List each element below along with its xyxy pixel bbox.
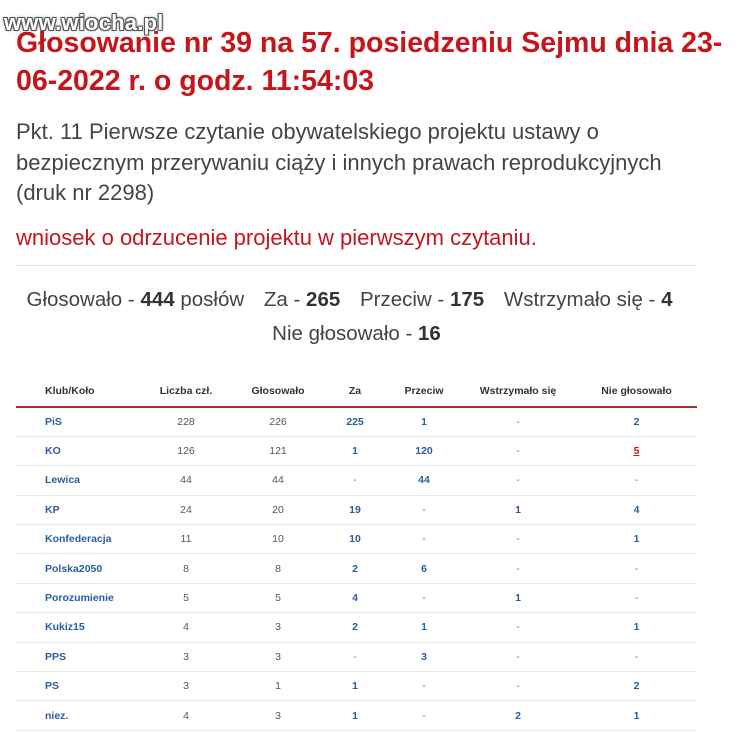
club-cell[interactable]: niez. [16, 701, 138, 730]
table-row [16, 436, 697, 465]
against-cell[interactable]: 1 [388, 613, 460, 642]
against-cell[interactable]: 6 [388, 554, 460, 583]
table-header-row [16, 375, 697, 407]
for-cell[interactable]: 19 [322, 495, 388, 524]
against-cell: - [388, 495, 460, 524]
members-cell[interactable]: 4 [138, 613, 234, 642]
abstain-cell[interactable]: 2 [460, 701, 576, 730]
voted-cell[interactable]: 8 [234, 554, 322, 583]
for-cell: - [322, 642, 388, 671]
for-cell[interactable]: 225 [322, 407, 388, 436]
members-cell[interactable]: 228 [138, 407, 234, 436]
column-header-club[interactable]: Klub/Koło [16, 375, 138, 407]
abstain-cell: - [460, 554, 576, 583]
table-row [16, 407, 697, 436]
table-body [16, 407, 697, 730]
abstain-cell[interactable]: 1 [460, 495, 576, 524]
absent-cell[interactable]: 2 [576, 672, 697, 701]
against-cell: - [388, 525, 460, 554]
members-cell[interactable]: 4 [138, 701, 234, 730]
abstain-cell: - [460, 525, 576, 554]
club-cell[interactable]: Polska2050 [16, 554, 138, 583]
summary-abstain-value: 4 [661, 288, 673, 311]
column-header-for[interactable]: Za [322, 375, 388, 407]
table-row [16, 554, 697, 583]
for-cell[interactable]: 1 [322, 672, 388, 701]
abstain-cell: - [460, 436, 576, 465]
club-cell[interactable]: PPS [16, 642, 138, 671]
absent-cell: - [576, 554, 697, 583]
for-cell[interactable]: 1 [322, 436, 388, 465]
club-cell[interactable]: KO [16, 436, 138, 465]
summary-abstain-label: Wstrzymało się - [503, 288, 656, 311]
abstain-cell: - [460, 466, 576, 495]
motion-description: wniosek o odrzucenie projektu w pierwszym czytaniu. [16, 225, 537, 250]
club-cell[interactable]: Porozumienie [16, 583, 138, 612]
club-cell[interactable]: PS [16, 672, 138, 701]
absent-cell[interactable] [576, 436, 697, 465]
summary-for-label: Za - [263, 288, 301, 311]
absent-cell[interactable]: 1 [576, 525, 697, 554]
against-cell[interactable]: 120 [388, 436, 460, 465]
members-cell[interactable]: 3 [138, 642, 234, 671]
for-cell[interactable]: 2 [322, 613, 388, 642]
voted-cell[interactable]: 3 [234, 701, 322, 730]
for-cell[interactable]: 2 [322, 554, 388, 583]
voted-cell[interactable]: 1 [234, 672, 322, 701]
vote-summary [16, 283, 697, 351]
abstain-cell: - [460, 613, 576, 642]
highlighted-value[interactable]: 5 [633, 445, 640, 458]
voted-cell[interactable]: 5 [234, 583, 322, 612]
club-cell[interactable]: Konfederacja [16, 525, 138, 554]
summary-voted-unit: posłów [180, 288, 245, 311]
against-cell: - [388, 583, 460, 612]
table-row [16, 701, 697, 730]
against-cell: - [388, 701, 460, 730]
table-row [16, 672, 697, 701]
watermark: www.wiocha.pl [4, 10, 164, 35]
summary-against-label: Przeciw - [359, 288, 445, 311]
absent-cell[interactable]: 1 [576, 701, 697, 730]
agenda-item-description: Pkt. 11 Pierwsze czytanie obywatelskiego projektu ustawy o bezpiecznym przerywaniu ciąży i innych prawach reprodukcyjnych (druk nr 2298) [16, 119, 662, 205]
table-row [16, 495, 697, 524]
abstain-cell: - [460, 672, 576, 701]
for-cell[interactable]: 10 [322, 525, 388, 554]
club-cell[interactable]: KP [16, 495, 138, 524]
voted-cell[interactable]: 10 [234, 525, 322, 554]
table-row [16, 583, 697, 612]
table-row [16, 466, 697, 495]
members-cell[interactable]: 8 [138, 554, 234, 583]
table-row [16, 613, 697, 642]
members-cell[interactable]: 3 [138, 672, 234, 701]
club-votes-table [16, 375, 697, 731]
club-cell[interactable]: Kukiz15 [16, 613, 138, 642]
divider [16, 265, 697, 266]
members-cell[interactable]: 5 [138, 583, 234, 612]
voted-cell[interactable]: 44 [234, 466, 322, 495]
members-cell[interactable]: 11 [138, 525, 234, 554]
page-title: Głosowanie nr 39 na 57. posiedzeniu Sejmu dnia 23-06-2022 r. o godz. 11:54:03 [16, 27, 723, 97]
for-cell: - [322, 466, 388, 495]
members-cell[interactable]: 24 [138, 495, 234, 524]
abstain-cell[interactable]: 1 [460, 583, 576, 612]
summary-voted-value: 444 [140, 288, 175, 311]
absent-cell[interactable]: 2 [576, 407, 697, 436]
for-cell[interactable]: 1 [322, 701, 388, 730]
column-header-members[interactable]: Liczba czł. [138, 375, 234, 407]
column-header-absent[interactable]: Nie głosowało [576, 375, 697, 407]
club-cell[interactable]: PiS [16, 407, 138, 436]
summary-absent-value: 16 [418, 322, 441, 345]
abstain-cell: - [460, 407, 576, 436]
against-cell[interactable]: 1 [388, 407, 460, 436]
club-cell[interactable]: Lewica [16, 466, 138, 495]
absent-cell[interactable]: 4 [576, 495, 697, 524]
table-row [16, 525, 697, 554]
against-cell[interactable]: 3 [388, 642, 460, 671]
table-row [16, 642, 697, 671]
summary-for-value: 265 [306, 288, 341, 311]
voted-cell[interactable]: 3 [234, 642, 322, 671]
column-header-voted[interactable]: Głosowało [234, 375, 322, 407]
absent-cell: - [576, 583, 697, 612]
absent-cell: - [576, 642, 697, 671]
column-header-against[interactable]: Przeciw [388, 375, 460, 407]
voted-cell[interactable]: 20 [234, 495, 322, 524]
summary-voted-label: Głosowało - [26, 288, 135, 311]
abstain-cell: - [460, 642, 576, 671]
summary-absent-label: Nie głosowało - [272, 322, 413, 345]
members-cell[interactable]: 44 [138, 466, 234, 495]
absent-cell[interactable]: 1 [576, 613, 697, 642]
voted-cell[interactable]: 121 [234, 436, 322, 465]
against-cell[interactable]: 44 [388, 466, 460, 495]
voted-cell[interactable]: 3 [234, 613, 322, 642]
members-cell[interactable]: 126 [138, 436, 234, 465]
summary-against-value: 175 [449, 288, 485, 311]
for-cell[interactable]: 4 [322, 583, 388, 612]
column-header-abstain[interactable]: Wstrzymało się [460, 375, 576, 407]
against-cell: - [388, 672, 460, 701]
voted-cell[interactable]: 226 [234, 407, 322, 436]
absent-cell: - [576, 466, 697, 495]
